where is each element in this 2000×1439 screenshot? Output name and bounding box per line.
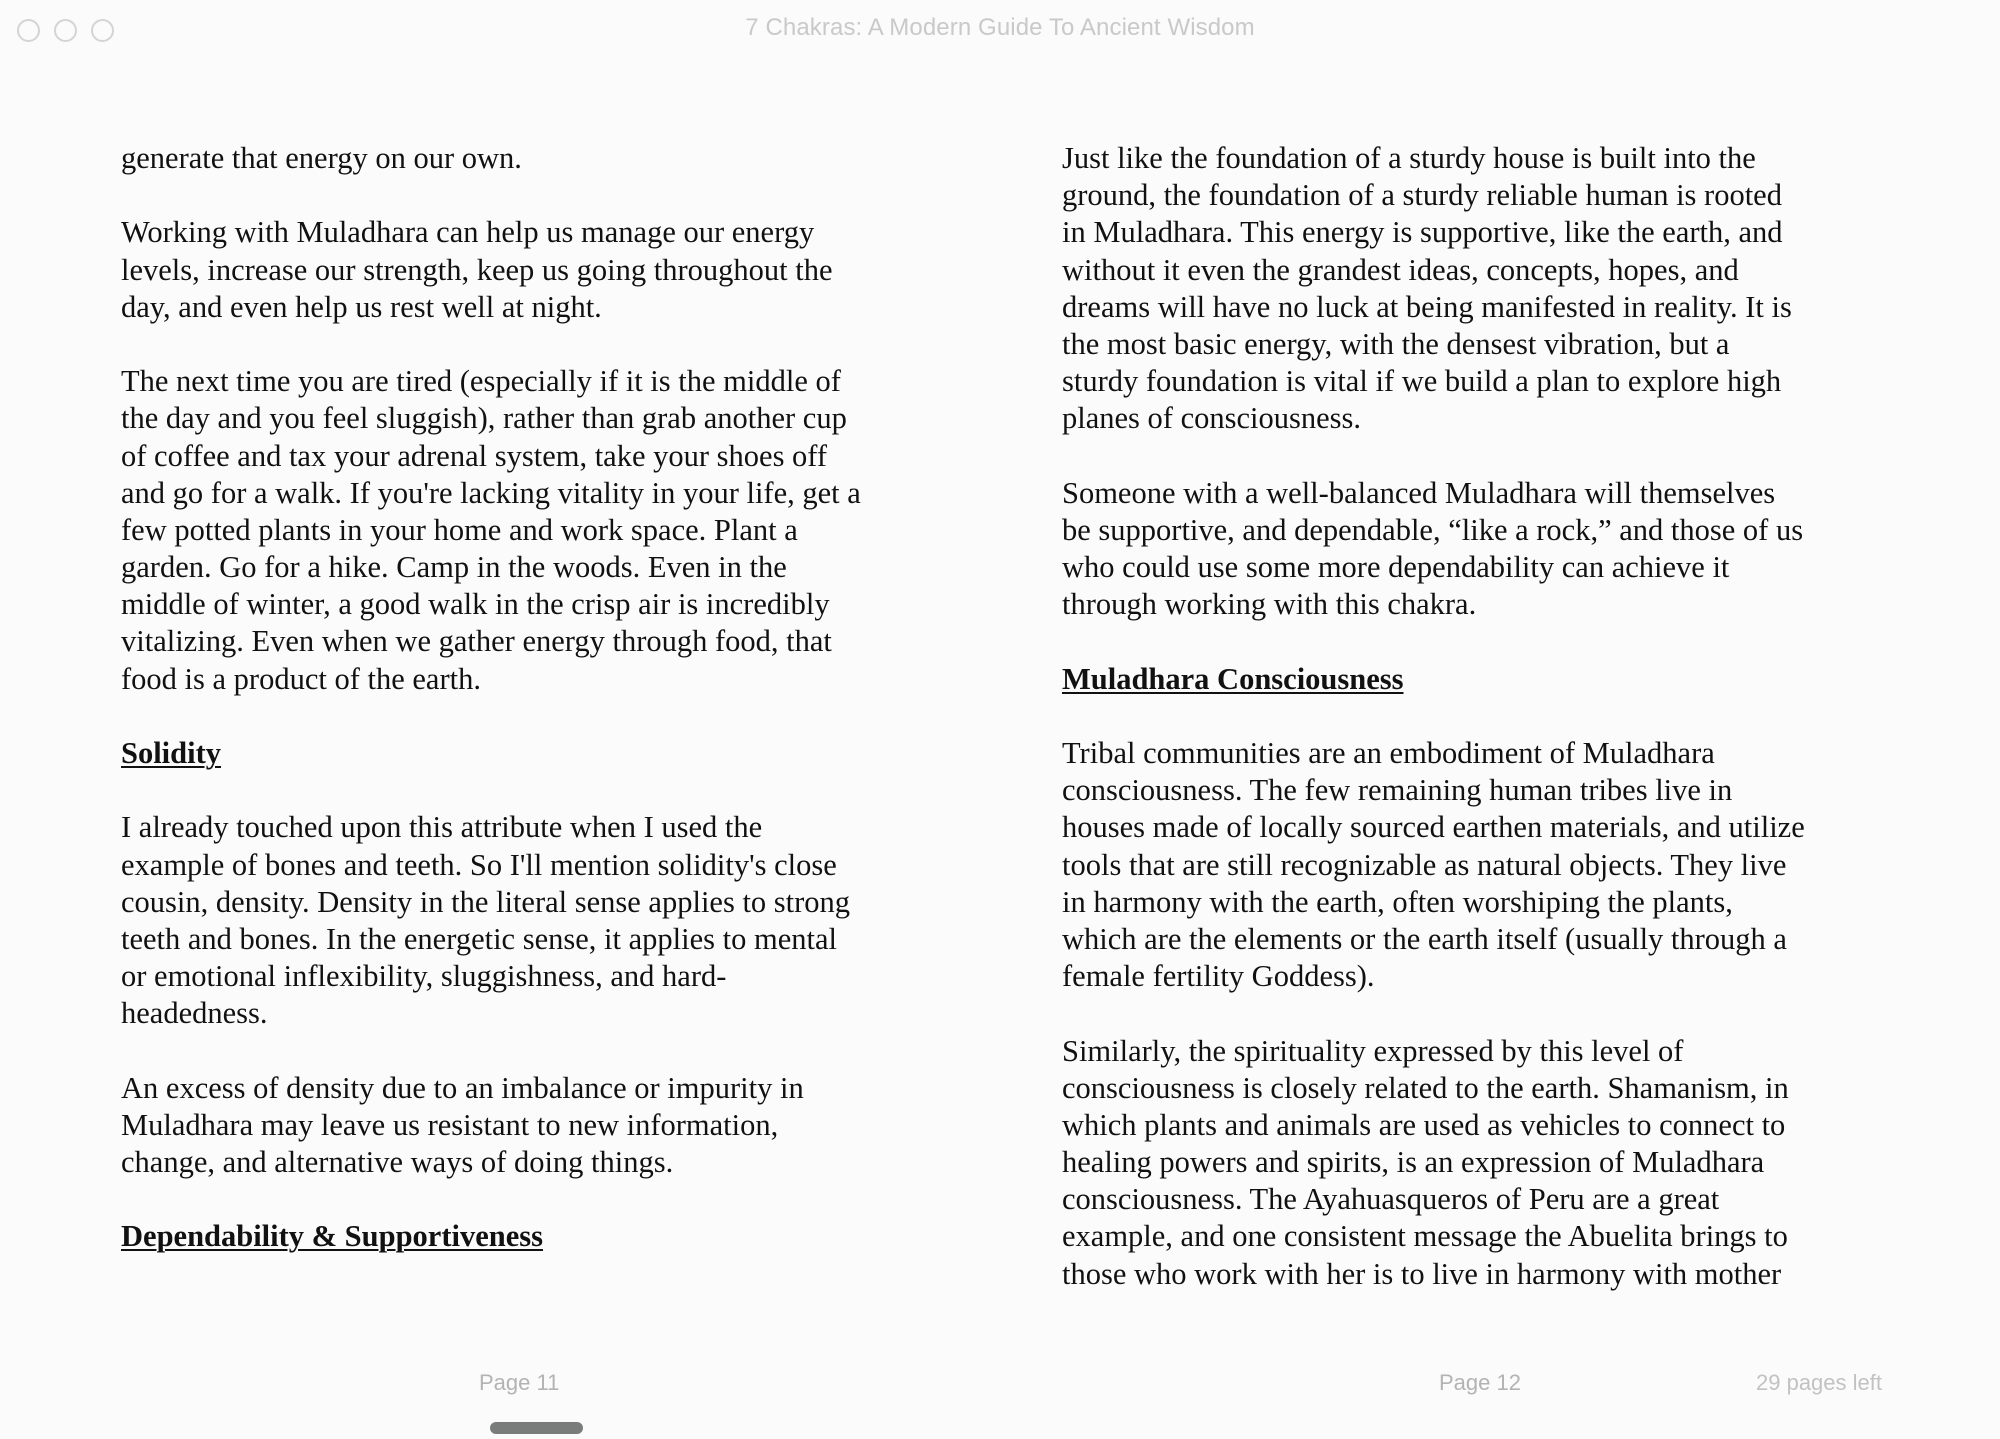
text-line: who could use some more dependability can achieve it	[1062, 550, 1730, 585]
paragraph-spacer	[1062, 623, 1805, 660]
paragraph-spacer	[121, 1033, 861, 1070]
text-line: in Muladhara. This energy is supportive, like the earth, and	[1062, 215, 1783, 250]
section-heading: Solidity	[121, 736, 222, 770]
text-line: be supportive, and dependable, “like a rock,” and those of us	[1062, 512, 1804, 547]
text-line: tools that are still recognizable as natural objects. They live	[1062, 847, 1787, 882]
text-line: houses made of locally sourced earthen materials, and utilize	[1062, 810, 1805, 845]
text-line: healing powers and spirits, is an expression of Muladhara	[1062, 1145, 1765, 1180]
text-line: consciousness. The few remaining human tribes live in	[1062, 773, 1733, 808]
text-line: which plants and animals are used as vehicles to connect to	[1062, 1107, 1786, 1142]
text-line: or emotional inflexibility, sluggishness, and hard-	[121, 959, 727, 994]
left-page-content	[121, 140, 861, 1256]
pages-left-indicator: 29 pages left	[1756, 1370, 1882, 1395]
paragraph-spacer	[121, 326, 861, 363]
text-line: the day and you feel sluggish), rather than grab another cup	[121, 401, 847, 436]
text-line: Someone with a well-balanced Muladhara will themselves	[1062, 475, 1776, 510]
text-line: planes of consciousness.	[1062, 401, 1362, 436]
text-line: Working with Muladhara can help us manage our energy	[121, 215, 815, 250]
text-line: in harmony with the earth, often worshiping the plants,	[1062, 884, 1733, 919]
paragraph-spacer	[121, 1181, 861, 1218]
paragraph-spacer	[1062, 995, 1805, 1032]
text-line: dreams will have no luck at being manifested in reality. It is	[1062, 289, 1792, 324]
text-line: which are the elements or the earth itself (usually through a	[1062, 921, 1787, 956]
page-scrubber-thumb[interactable]	[490, 1422, 583, 1434]
text-line: Tribal communities are an embodiment of Muladhara	[1062, 736, 1715, 770]
text-line: cousin, density. Density in the literal sense applies to strong	[121, 884, 851, 919]
paragraph-spacer	[121, 772, 861, 809]
text-line: the most basic energy, with the densest vibration, but a	[1062, 326, 1730, 361]
text-line: levels, increase our strength, keep us going throughout the	[121, 252, 833, 287]
text-line: female fertility Goddess).	[1062, 959, 1375, 994]
text-line: those who work with her is to live in harmony with mother	[1062, 1256, 1782, 1291]
section-heading: Dependability & Supportiveness	[121, 1219, 543, 1254]
paragraph-spacer	[121, 177, 861, 214]
text-line: vitalizing. Even when we gather energy through food, that	[121, 624, 832, 659]
title-bar	[0, 0, 2000, 60]
text-line: and go for a walk. If you're lacking vitality in your life, get a	[121, 475, 861, 510]
text-line: Muladhara may leave us resistant to new information,	[121, 1107, 779, 1142]
text-line: The next time you are tired (especially if it is the middle of	[121, 364, 841, 399]
text-line: example of bones and teeth. So I'll mention solidity's close	[121, 847, 837, 882]
text-line: An excess of density due to an imbalance or impurity in	[121, 1070, 804, 1105]
text-line: I already touched upon this attribute when I used the	[121, 810, 763, 845]
text-line: without it even the grandest ideas, concepts, hopes, and	[1062, 252, 1739, 287]
text-line: headedness.	[121, 996, 268, 1031]
text-line: through working with this chakra.	[1062, 587, 1477, 622]
text-line: middle of winter, a good walk in the crisp air is incredibly	[121, 587, 830, 622]
text-line: Similarly, the spirituality expressed by this level of	[1062, 1033, 1684, 1068]
paragraph-spacer	[1062, 438, 1805, 475]
paragraph-spacer	[121, 698, 861, 735]
text-line: teeth and bones. In the energetic sense, it applies to mental	[121, 921, 837, 956]
text-line: consciousness. The Ayahuasqueros of Peru are a great	[1062, 1182, 1720, 1217]
right-page-number: Page 12	[1439, 1370, 1521, 1395]
text-line: sturdy foundation is vital if we build a plan to explore high	[1062, 364, 1782, 399]
text-line: example, and one consistent message the Abuelita brings to	[1062, 1219, 1788, 1254]
text-line: ground, the foundation of a sturdy reliable human is rooted	[1062, 178, 1782, 213]
text-line: Just like the foundation of a sturdy house is built into the	[1062, 141, 1756, 175]
paragraph-spacer	[1062, 698, 1805, 735]
text-line: few potted plants in your home and work space. Plant a	[121, 512, 798, 547]
section-heading: Muladhara Consciousness	[1062, 661, 1404, 696]
text-line: consciousness is closely related to the earth. Shamanism, in	[1062, 1070, 1789, 1105]
text-line: food is a product of the earth.	[121, 661, 481, 696]
text-line: garden. Go for a hike. Camp in the woods. Even in the	[121, 550, 787, 585]
text-line: of coffee and tax your adrenal system, take your shoes off	[121, 438, 828, 473]
left-page-number: Page 11	[479, 1370, 560, 1395]
text-line: generate that energy on our own.	[121, 141, 522, 175]
text-line: day, and even help us rest well at night.	[121, 289, 602, 324]
right-page-content	[1062, 140, 1805, 1293]
text-line: change, and alternative ways of doing things.	[121, 1145, 674, 1180]
window-title: 7 Chakras: A Modern Guide To Ancient Wisdom	[745, 14, 1255, 41]
